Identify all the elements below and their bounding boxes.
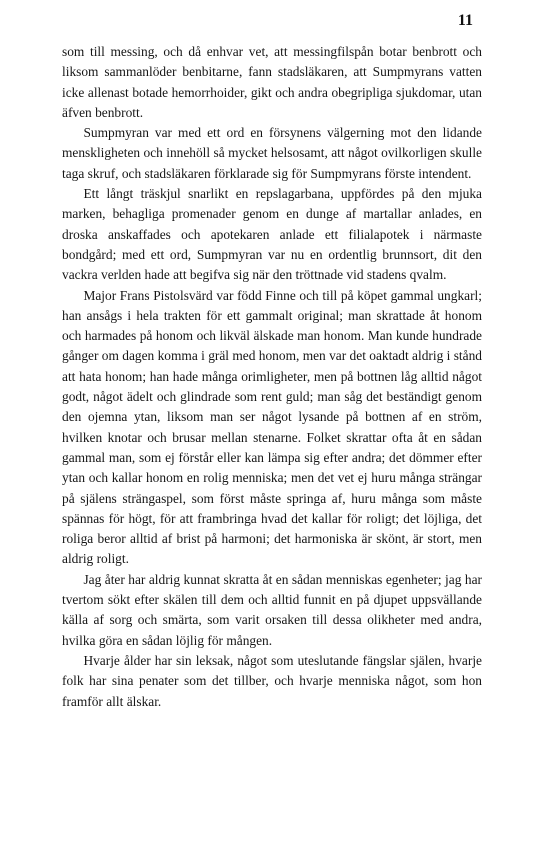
paragraph-1: som till messing, och då enhvar vet, att messingfilspån botar benbrott och liksom sammanlöder benbitarne, fann stadsläkaren, att Sumpmyrans vatten icke allenast botade hemorrhoider, gikt och andra obegripliga sjukdomar, utan äfven benbrott. <box>62 44 482 120</box>
paragraph-4: Major Frans Pistolsvärd var född Finne och till på köpet gammal ungkarl; han ansågs i hela trakten för ett gammalt original; man skrattade åt honom och harmades på honom och likväl älskade man honom. Man kunde hundrade gånger om dagen komma i gräl med honom, men var det oaktadt aldrig i stånd att hata honom; han hade många orimligheter, men på bottnen låg alltid något godt, något ädelt och glindrade som rent guld; man såg det beständigt genom den ojemna ytan, liksom man ser något lysande på bottnen af en ström, hvilken knotar och brusar mellan stenarne. Folket skrattar ofta åt en sådan gammal man, som ej förstår eller kan lämpa sig efter andra; det dömmer efter ytan och kallar honom en rolig menniska; men det vet ej huru många strängar på själens strängaspel, som först måste springa af, huru många som måste spännas för högt, för att frambringa hvad det kallar för roligt; det löjliga, det roliga beror alltid af brist på harmoni; det harmoniska är skönt, är stort, men aldrig roligt. <box>62 287 482 567</box>
body-text <box>62 42 482 712</box>
paragraph-2: Sumpmyran var med ett ord en försynens välgerning mot den lidande menskligheten och innehöll så mycket helsosamt, att något ovilkorligen skulle taga skruf, och stadsläkaren förklarade sig för Sumpmyrans förste intendent. <box>62 125 482 181</box>
paragraph-3: Ett långt träskjul snarlikt en repslagarbana, uppfördes på den mjuka marken, behagliga promenader genom en dunge af martallar anlades, en droska anskaffades och apotekaren anlade ett filialapotek i närmaste bondgård; med ett ord, Sumpmyran var nu en ordentlig brunnsort, dit den vackra verlden hade att begifva sig när den tröttnade vid stadens qvalm. <box>62 186 482 283</box>
page-number: 11 <box>457 12 473 29</box>
paragraph-5: Jag åter har aldrig kunnat skratta åt en sådan menniskas egenheter; jag har tvertom sökt efter skälen till dem och alltid funnit en på djupet uppsvällande källa af sorg och smärta, som varit orsaken till dessa olikheter med andra, hvilka göra en sådan löjlig för mången. <box>62 571 482 648</box>
paragraph-6: Hvarje ålder har sin leksak, något som uteslutande fängslar själen, hvarje folk har sina penater som det tillber, och hvarje menniska något, som hon framför allt älskar. <box>62 652 482 709</box>
